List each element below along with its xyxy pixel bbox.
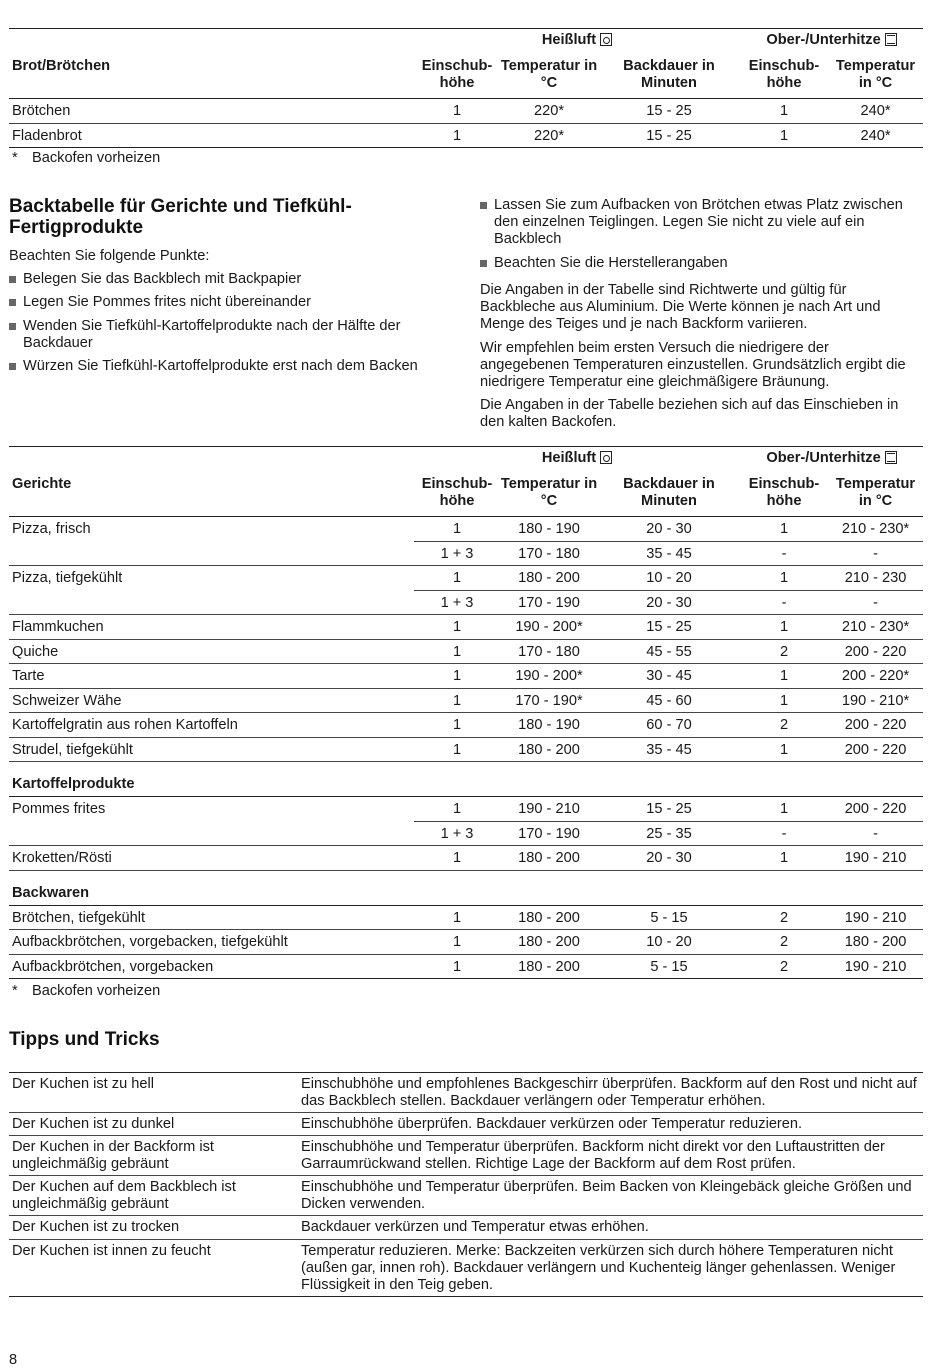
table-cell: 200 - 220 bbox=[828, 797, 923, 822]
bullet-item bbox=[9, 318, 454, 352]
table-cell: 1 bbox=[414, 797, 500, 822]
table-cell: 220* bbox=[500, 123, 598, 148]
table-cell: 2 bbox=[740, 954, 828, 979]
bullet-text: Lassen Sie zum Aufbacken von Brötchen etwas Platz zwischen den einzelnen Teiglingen. Legen Sie nicht zu viele auf ein Backblech bbox=[494, 197, 903, 248]
paragraph: Wir empfehlen beim ersten Versuch die niedrigere der angegebenen Temperaturen einzustellen. Grundsätzlich ergibt die niedrigere Temperatur eine gleichmäßigere Bräunung. bbox=[480, 339, 906, 390]
top-bottom-heat-icon bbox=[885, 33, 897, 46]
bullet-item bbox=[480, 197, 922, 249]
table-cell: 190 - 210 bbox=[828, 954, 923, 979]
row-label: Tarte bbox=[9, 664, 414, 689]
table-row bbox=[9, 954, 923, 979]
table-cell: 1 bbox=[740, 846, 828, 871]
table-cell: - bbox=[828, 541, 923, 566]
table-cell: 20 - 30 bbox=[598, 517, 740, 542]
row-label: Schweizer Wähe bbox=[9, 688, 414, 713]
row-label: Aufbackbrötchen, vorgebacken, tiefgekühlt bbox=[9, 930, 414, 955]
table-cell: 170 - 190* bbox=[500, 688, 598, 713]
table-cell: 1 bbox=[740, 123, 828, 148]
footnote: * Backofen vorheizen bbox=[12, 150, 161, 166]
table-cell: 190 - 210* bbox=[828, 688, 923, 713]
table-row bbox=[9, 846, 923, 871]
tip-solution: Temperatur reduzieren. Merke: Backzeiten verkürzen sich durch höhere Temperaturen nicht (außen gar, innen roh). Backdauer verlängern und Kuchenteig länger gehenlassen. Weniger Flüssigkeit in den Teig geben. bbox=[298, 1239, 923, 1296]
table-cell: 35 - 45 bbox=[598, 541, 740, 566]
tip-problem: Der Kuchen ist innen zu feucht bbox=[9, 1239, 298, 1296]
column-header: Temperatur in °C bbox=[500, 55, 598, 99]
section-title-backtabelle: Backtabelle für Gerichte und Tiefkühl-Fertigprodukte bbox=[9, 196, 352, 238]
table-cell: 210 - 230 bbox=[828, 566, 923, 591]
row-label: Pizza, tiefgekühlt bbox=[12, 570, 123, 586]
table-cell: 1 bbox=[414, 905, 500, 930]
table-cell: 2 bbox=[740, 930, 828, 955]
row-label: Pizza, frisch bbox=[12, 521, 91, 537]
table-cell: 190 - 200* bbox=[500, 664, 598, 689]
right-bullet-list bbox=[480, 197, 922, 272]
square-bullet-icon bbox=[9, 299, 16, 306]
table-cell: 2 bbox=[740, 639, 828, 664]
table-cell: 5 - 15 bbox=[598, 954, 740, 979]
row-label bbox=[9, 821, 414, 846]
column-header: Temperatur in °C bbox=[500, 473, 598, 517]
table-cell: 190 - 210 bbox=[500, 797, 598, 822]
table-cell: 1 + 3 bbox=[414, 590, 500, 615]
table-cell: 2 bbox=[740, 905, 828, 930]
bread-baking-table bbox=[9, 28, 923, 148]
group-header-heissluft: Heißluft bbox=[414, 447, 740, 473]
column-header: Einschub-höhe bbox=[414, 55, 500, 99]
category-row bbox=[9, 870, 923, 905]
bullet-text: Würzen Sie Tiefkühl-Kartoffelprodukte erst nach dem Backen bbox=[23, 358, 418, 375]
table-cell: 190 - 200* bbox=[500, 615, 598, 640]
table-cell: 1 bbox=[740, 99, 828, 124]
bullet-item bbox=[480, 255, 922, 272]
left-bullet-list bbox=[9, 271, 454, 375]
table-cell: 210 - 230* bbox=[828, 517, 923, 542]
column-header: Backdauer in Minuten bbox=[598, 55, 740, 99]
tip-problem: Der Kuchen ist zu trocken bbox=[9, 1216, 298, 1239]
row-label: Brötchen, tiefgekühlt bbox=[9, 905, 414, 930]
row-label: Strudel, tiefgekühlt bbox=[9, 737, 414, 762]
tip-solution: Einschubhöhe und Temperatur überprüfen. Beim Backen von Kleingebäck gleiche Größen und Dicken verwenden. bbox=[298, 1176, 923, 1216]
tip-solution: Einschubhöhe und Temperatur überprüfen. Backform nicht direkt vor den Luftaustritten der Garraumrückwand stellen. Richtige Lage der Backform auf dem Rost prüfen. bbox=[298, 1136, 923, 1176]
table-row bbox=[9, 664, 923, 689]
table-row bbox=[9, 737, 923, 762]
tip-row bbox=[9, 1136, 923, 1176]
table-cell: 220* bbox=[500, 99, 598, 124]
table-cell: 190 - 210 bbox=[828, 905, 923, 930]
column-header: Temperatur in °C bbox=[828, 473, 923, 517]
table-cell: 180 - 200 bbox=[828, 930, 923, 955]
category-label: Backwaren bbox=[9, 870, 923, 905]
tip-solution: Backdauer verkürzen und Temperatur etwas erhöhen. bbox=[298, 1216, 923, 1239]
table-row bbox=[9, 541, 923, 566]
table-cell: 1 bbox=[414, 688, 500, 713]
category-row bbox=[9, 762, 923, 797]
table-cell: 1 bbox=[740, 615, 828, 640]
table-cell: 1 + 3 bbox=[414, 821, 500, 846]
tip-solution: Einschubhöhe überprüfen. Backdauer verkürzen oder Temperatur reduzieren. bbox=[298, 1113, 923, 1136]
table-cell: 45 - 60 bbox=[598, 688, 740, 713]
square-bullet-icon bbox=[480, 202, 487, 209]
table-cell: 1 bbox=[414, 664, 500, 689]
table-cell: 1 bbox=[740, 688, 828, 713]
bullet-item bbox=[9, 358, 454, 375]
table-cell: 15 - 25 bbox=[598, 123, 740, 148]
bullet-text: Wenden Sie Tiefkühl-Kartoffelprodukte nach der Hälfte der Backdauer bbox=[23, 317, 401, 351]
row-label: Aufbackbrötchen, vorgebacken bbox=[9, 954, 414, 979]
column-header: Brot/Brötchen bbox=[9, 55, 414, 99]
table-cell: - bbox=[740, 541, 828, 566]
table-cell: - bbox=[740, 821, 828, 846]
table-cell: 30 - 45 bbox=[598, 664, 740, 689]
bullet-item bbox=[9, 271, 454, 288]
tip-problem: Der Kuchen ist zu hell bbox=[9, 1073, 298, 1113]
table-cell: 45 - 55 bbox=[598, 639, 740, 664]
tip-row bbox=[9, 1073, 923, 1113]
column-header: Gerichte bbox=[9, 473, 414, 517]
table-row bbox=[9, 590, 923, 615]
table-cell: - bbox=[740, 590, 828, 615]
tip-row bbox=[9, 1239, 923, 1296]
table-cell: 25 - 35 bbox=[598, 821, 740, 846]
category-label: Kartoffelprodukte bbox=[9, 762, 923, 797]
table-cell: 210 - 230* bbox=[828, 615, 923, 640]
left-column bbox=[9, 248, 454, 381]
footnote: * Backofen vorheizen bbox=[12, 983, 161, 999]
table-cell: 20 - 30 bbox=[598, 846, 740, 871]
table-cell: 1 bbox=[740, 566, 828, 591]
table-cell: 180 - 190 bbox=[500, 713, 598, 738]
bullet-text: Legen Sie Pommes frites nicht übereinander bbox=[23, 294, 311, 311]
table-cell: 1 bbox=[414, 930, 500, 955]
paragraph: Die Angaben in der Tabelle beziehen sich auf das Einschieben in den kalten Backofen. bbox=[480, 397, 899, 431]
row-label: Brötchen bbox=[9, 99, 414, 124]
table-cell: 2 bbox=[740, 713, 828, 738]
row-label: Pommes frites bbox=[12, 801, 106, 817]
tip-row bbox=[9, 1216, 923, 1239]
table-cell: - bbox=[828, 821, 923, 846]
table-row bbox=[9, 99, 923, 124]
table-cell: 15 - 25 bbox=[598, 99, 740, 124]
tip-problem: Der Kuchen auf dem Backblech ist ungleichmäßig gebräunt bbox=[9, 1176, 298, 1216]
table-cell: 1 bbox=[414, 846, 500, 871]
column-header: Einschub-höhe bbox=[740, 473, 828, 517]
table-cell: 200 - 220 bbox=[828, 737, 923, 762]
row-label: Kartoffelgratin aus rohen Kartoffeln bbox=[9, 713, 414, 738]
table-row bbox=[9, 821, 923, 846]
column-header: Backdauer in Minuten bbox=[598, 473, 740, 517]
row-label: Fladenbrot bbox=[9, 123, 414, 148]
table-row bbox=[9, 615, 923, 640]
right-column bbox=[480, 197, 922, 438]
group-header-ober-unterhitze: Ober-/Unterhitze bbox=[740, 29, 923, 55]
table-cell: 10 - 20 bbox=[598, 930, 740, 955]
row-label: Flammkuchen bbox=[9, 615, 414, 640]
square-bullet-icon bbox=[9, 276, 16, 283]
table-cell: 240* bbox=[828, 99, 923, 124]
top-bottom-heat-icon bbox=[885, 451, 897, 464]
table-cell: 1 bbox=[414, 639, 500, 664]
table-cell: 15 - 25 bbox=[598, 615, 740, 640]
table-cell: 1 bbox=[414, 954, 500, 979]
tip-row bbox=[9, 1176, 923, 1216]
table-cell: 180 - 200 bbox=[500, 737, 598, 762]
table-row bbox=[9, 639, 923, 664]
square-bullet-icon bbox=[9, 323, 16, 330]
tips-table bbox=[9, 1072, 923, 1297]
tip-problem: Der Kuchen ist zu dunkel bbox=[9, 1113, 298, 1136]
table-cell: 1 bbox=[740, 664, 828, 689]
table-cell: 170 - 190 bbox=[500, 821, 598, 846]
table-cell: 1 bbox=[740, 797, 828, 822]
table-cell: 1 bbox=[414, 737, 500, 762]
table-cell: 180 - 200 bbox=[500, 905, 598, 930]
square-bullet-icon bbox=[9, 363, 16, 370]
table-row bbox=[9, 688, 923, 713]
table-cell: 5 - 15 bbox=[598, 905, 740, 930]
row-label bbox=[9, 541, 414, 566]
square-bullet-icon bbox=[480, 260, 487, 267]
table-cell: 15 - 25 bbox=[598, 797, 740, 822]
row-label: Kroketten/Rösti bbox=[9, 846, 414, 871]
dishes-baking-table bbox=[9, 446, 923, 979]
table-cell: - bbox=[828, 590, 923, 615]
table-cell: 170 - 180 bbox=[500, 639, 598, 664]
tip-solution: Einschubhöhe und empfohlenes Backgeschirr überprüfen. Backform auf den Rost und nicht auf das Backblech stellen. Backdauer verlängern oder Temperatur erhöhen. bbox=[298, 1073, 923, 1113]
table-cell: 170 - 190 bbox=[500, 590, 598, 615]
table-row bbox=[9, 517, 923, 542]
row-label: Quiche bbox=[9, 639, 414, 664]
table-cell: 1 bbox=[414, 566, 500, 591]
table-cell: 1 bbox=[414, 517, 500, 542]
table-row bbox=[9, 797, 923, 822]
table-cell: 180 - 200 bbox=[500, 566, 598, 591]
table-cell: 20 - 30 bbox=[598, 590, 740, 615]
table-cell: 180 - 190 bbox=[500, 517, 598, 542]
row-label bbox=[9, 590, 414, 615]
tip-row bbox=[9, 1113, 923, 1136]
table-row bbox=[9, 905, 923, 930]
table-cell: 1 bbox=[414, 713, 500, 738]
table-cell: 60 - 70 bbox=[598, 713, 740, 738]
table-cell: 10 - 20 bbox=[598, 566, 740, 591]
table-cell: 180 - 200 bbox=[500, 954, 598, 979]
table-cell: 1 bbox=[740, 517, 828, 542]
table-cell: 1 bbox=[414, 123, 500, 148]
column-header: Einschub-höhe bbox=[414, 473, 500, 517]
table-row bbox=[9, 930, 923, 955]
table-cell: 170 - 180 bbox=[500, 541, 598, 566]
intro-text: Beachten Sie folgende Punkte: bbox=[9, 248, 210, 264]
table-cell: 1 bbox=[414, 615, 500, 640]
table-cell: 1 bbox=[740, 737, 828, 762]
tip-problem: Der Kuchen in der Backform ist ungleichmäßig gebräunt bbox=[9, 1136, 298, 1176]
page-number: 8 bbox=[9, 1352, 18, 1368]
table-cell: 240* bbox=[828, 123, 923, 148]
table-cell: 200 - 220 bbox=[828, 713, 923, 738]
table-cell: 180 - 200 bbox=[500, 846, 598, 871]
bullet-text: Beachten Sie die Herstellerangaben bbox=[494, 254, 728, 271]
fan-icon bbox=[600, 33, 612, 46]
table-cell: 200 - 220* bbox=[828, 664, 923, 689]
table-cell: 180 - 200 bbox=[500, 930, 598, 955]
group-header-heissluft: Heißluft bbox=[414, 29, 740, 55]
table-cell: 1 + 3 bbox=[414, 541, 500, 566]
table-cell: 1 bbox=[414, 99, 500, 124]
table-cell: 190 - 210 bbox=[828, 846, 923, 871]
table-cell: 200 - 220 bbox=[828, 639, 923, 664]
fan-icon bbox=[600, 451, 612, 464]
paragraph: Die Angaben in der Tabelle sind Richtwerte und gültig für Backbleche aus Aluminium. Die Werte können je nach Art und Menge des Teiges und je nach Backform variieren. bbox=[480, 281, 881, 333]
table-row bbox=[9, 123, 923, 148]
column-header: Einschub-höhe bbox=[740, 55, 828, 99]
bullet-text: Belegen Sie das Backblech mit Backpapier bbox=[23, 271, 302, 288]
section-title-tipps: Tipps und Tricks bbox=[9, 1029, 160, 1050]
table-row bbox=[9, 713, 923, 738]
table-cell: 35 - 45 bbox=[598, 737, 740, 762]
column-header: Temperatur in °C bbox=[828, 55, 923, 99]
bullet-item bbox=[9, 294, 454, 311]
table-row bbox=[9, 566, 923, 591]
group-header-ober-unterhitze: Ober-/Unterhitze bbox=[740, 447, 923, 473]
